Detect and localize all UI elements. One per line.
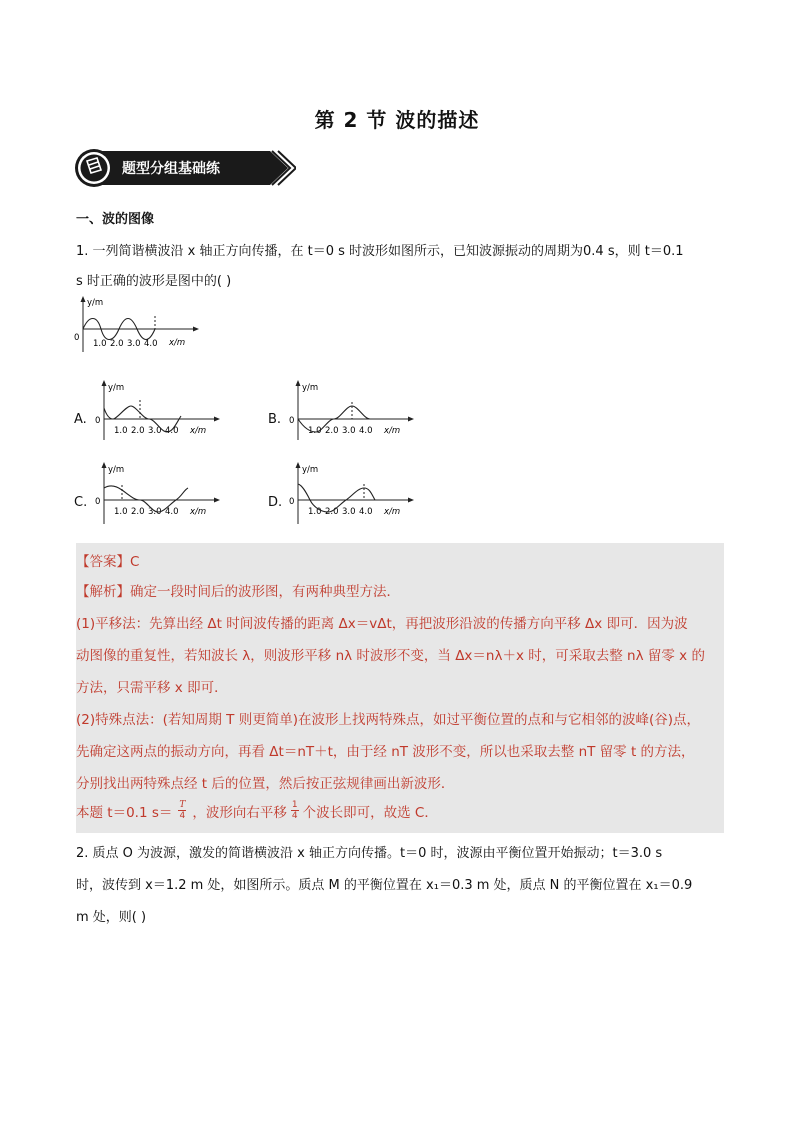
svg-text:1.0: 1.0 xyxy=(308,507,322,517)
option-b-graph[interactable] xyxy=(287,378,417,442)
svg-text:2.0: 2.0 xyxy=(325,426,339,436)
q2-line1: 2. 质点 O 为波源，激发的简谐横波沿 x 轴正方向传播。t＝0 时，波源由平衡位置开始振动；t＝3.0 s xyxy=(76,846,663,861)
option-d-label: D. xyxy=(268,495,283,510)
svg-text:3.0: 3.0 xyxy=(342,426,356,436)
svg-text:3.0: 3.0 xyxy=(148,426,162,436)
option-c-graph[interactable] xyxy=(93,460,223,526)
conclusion-text: ，波形向右平移 xyxy=(192,804,287,821)
option-a-label: A. xyxy=(74,412,87,427)
svg-text:1.0: 1.0 xyxy=(308,426,322,436)
page-title: 第 2 节 波的描述 xyxy=(314,108,480,132)
svg-text:4.0: 4.0 xyxy=(359,507,373,517)
svg-text:4.0: 4.0 xyxy=(359,426,373,436)
analysis-line: 先确定这两点的振动方向，再看 Δt＝nT＋t，由于经 nT 波形不变，所以也采取去整 nT 留零 t 的方法， xyxy=(76,744,695,760)
axis-y-label: y/m xyxy=(87,298,104,308)
axis-x-label: x/m xyxy=(169,338,186,348)
svg-text:x/m: x/m xyxy=(190,426,207,436)
q1-line1: 1. 一列简谐横波沿 x 轴正方向传播，在 t＝0 s 时波形如图所示，已知波源振动的周期为0.4 s，则 t＝0.1 xyxy=(76,244,684,259)
svg-text:x/m: x/m xyxy=(384,426,401,436)
svg-text:2.0: 2.0 xyxy=(325,507,339,517)
svg-text:4.0: 4.0 xyxy=(165,426,179,436)
tick-label: 1.0 xyxy=(93,339,107,349)
banner-graphic xyxy=(74,148,296,188)
main-wave-graph xyxy=(72,294,202,354)
tick-label: 2.0 xyxy=(110,339,124,349)
origin-label: 0 xyxy=(74,333,80,343)
analysis-conclusion xyxy=(76,800,438,821)
conclusion-text: 本题 t＝0.1 s＝ xyxy=(76,804,173,821)
svg-text:1.0: 1.0 xyxy=(114,507,128,517)
fraction-one-quarter: 1 4 xyxy=(291,800,298,821)
svg-text:y/m: y/m xyxy=(302,383,319,393)
analysis-line: (1)平移法：先算出经 Δt 时间波传播的距离 Δx＝vΔt，再把波形沿波的传播方向平移 Δx 即可．因为波 xyxy=(76,616,688,632)
svg-text:2.0: 2.0 xyxy=(131,426,145,436)
svg-text:y/m: y/m xyxy=(108,465,125,475)
tick-label: 3.0 xyxy=(127,339,141,349)
svg-text:y/m: y/m xyxy=(108,383,125,393)
svg-text:x/m: x/m xyxy=(384,507,401,517)
conclusion-text: 个波长即可，故选 C． xyxy=(302,804,438,821)
fraction-t-over-4: T 4 xyxy=(179,800,186,821)
svg-text:1.0: 1.0 xyxy=(114,426,128,436)
option-b-label: B. xyxy=(268,412,282,427)
tick-label: 4.0 xyxy=(144,339,158,349)
svg-text:2.0: 2.0 xyxy=(131,507,145,517)
svg-text:0: 0 xyxy=(289,497,295,507)
svg-text:4.0: 4.0 xyxy=(165,507,179,517)
svg-text:3.0: 3.0 xyxy=(342,507,356,517)
section-heading: 一、波的图像 xyxy=(76,212,155,227)
option-a-graph[interactable] xyxy=(93,378,223,442)
analysis-line: (2)特殊点法：(若知周期 T 则更简单)在波形上找两特殊点，如过平衡位置的点和与它相邻的波峰(谷)点， xyxy=(76,712,701,728)
answer-line: 【答案】C xyxy=(76,554,140,570)
option-c-label: C. xyxy=(74,495,88,510)
svg-text:0: 0 xyxy=(289,416,295,426)
svg-text:3.0: 3.0 xyxy=(148,507,162,517)
svg-text:0: 0 xyxy=(95,416,101,426)
analysis-line: 动图像的重复性，若知波长 λ，则波形平移 nλ 时波形不变，当 Δx＝nλ＋x 时，可采取去整 nλ 留零 x 的 xyxy=(76,648,705,664)
option-d-graph[interactable] xyxy=(287,460,417,526)
svg-text:y/m: y/m xyxy=(302,465,319,475)
svg-text:0: 0 xyxy=(95,497,101,507)
q2-line2: 时，波传到 x＝1.2 m 处，如图所示。质点 M 的平衡位置在 x₁＝0.3 m 处，质点 N 的平衡位置在 x₁＝0.9 xyxy=(76,878,693,893)
section-banner xyxy=(74,148,296,192)
q2-line3: m 处，则( ) xyxy=(76,910,147,925)
q1-line2: s 时正确的波形是图中的( ) xyxy=(76,274,232,289)
svg-text:x/m: x/m xyxy=(190,507,207,517)
analysis-line: 【解析】确定一段时间后的波形图，有两种典型方法． xyxy=(76,584,400,600)
analysis-line: 分别找出两特殊点经 t 后的位置，然后按正弦规律画出新波形． xyxy=(76,776,455,792)
analysis-line: 方法，只需平移 x 即可． xyxy=(76,680,228,696)
banner-label: 题型分组基础练 xyxy=(122,161,220,177)
